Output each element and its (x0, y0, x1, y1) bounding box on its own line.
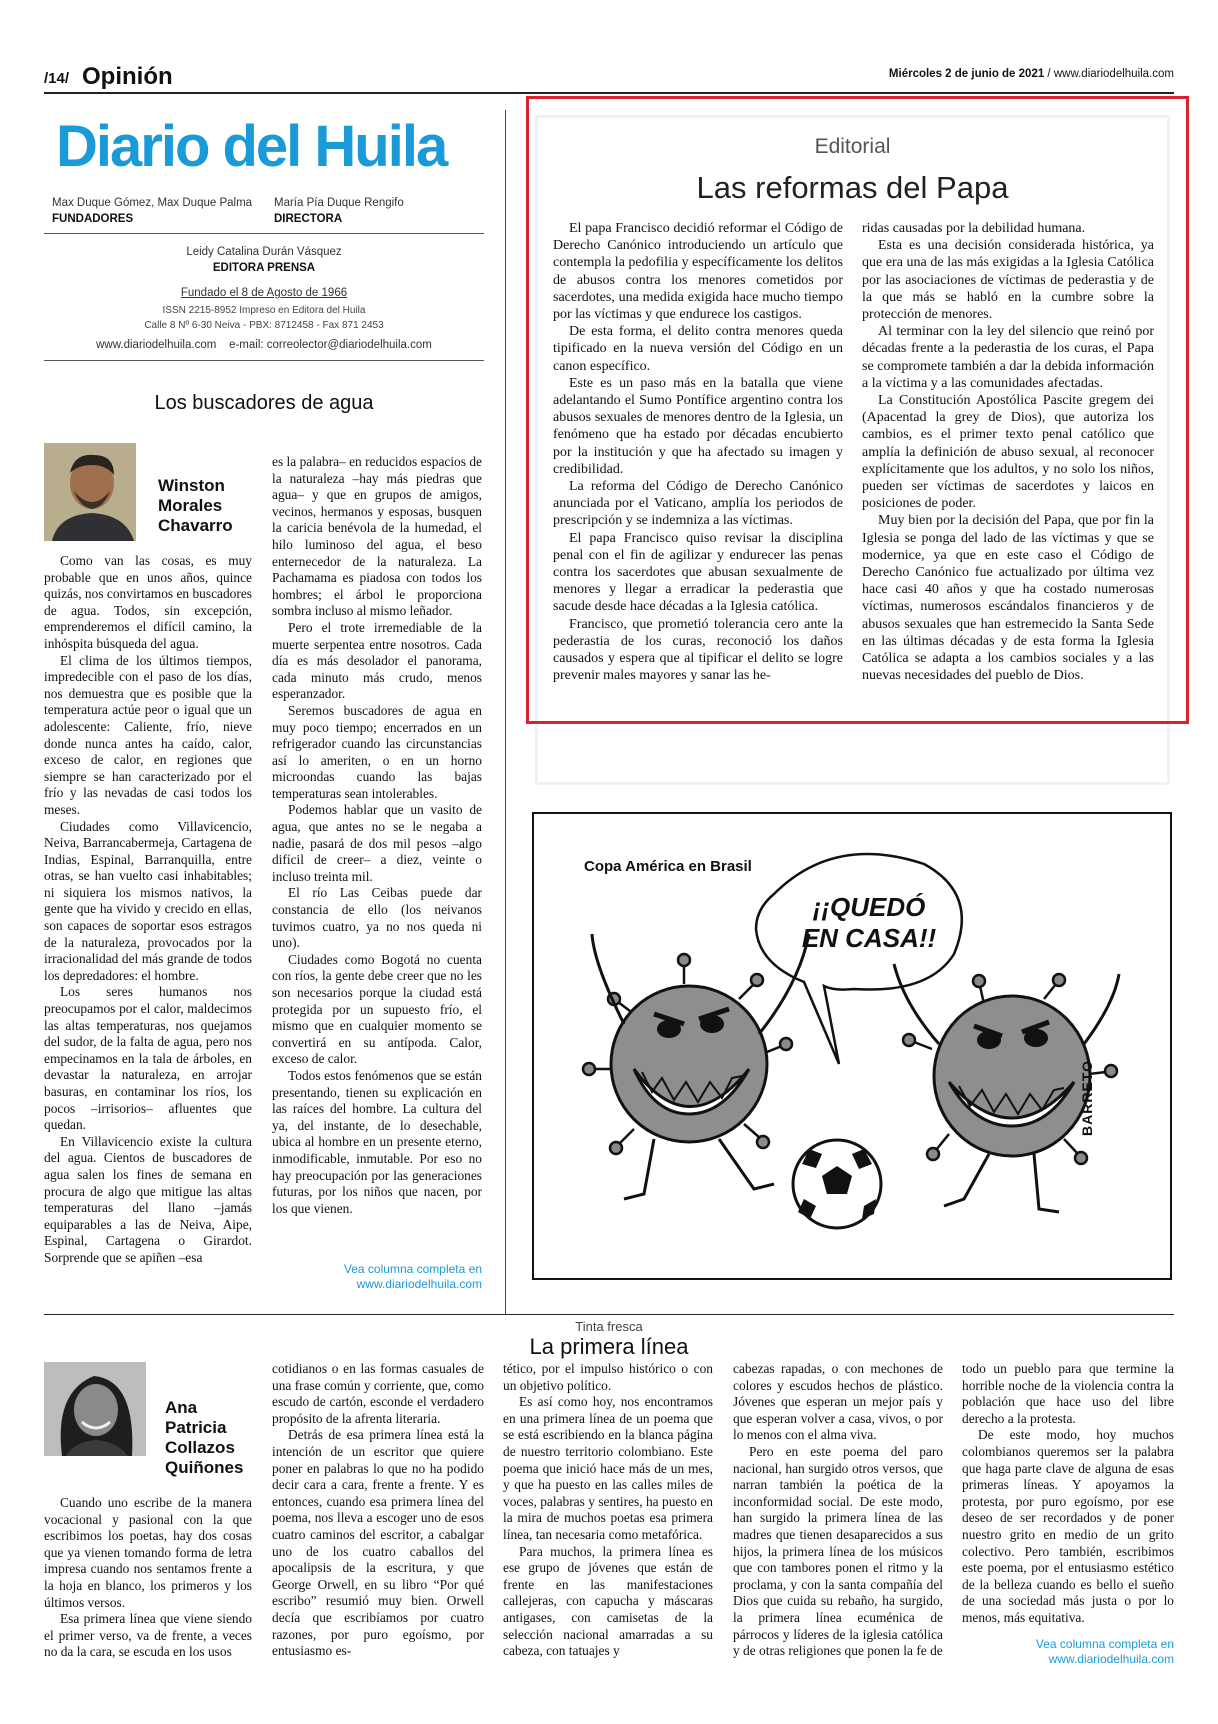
paragraph: todo un pueblo para que termine la horrible noche de la violencia contra la población que hace uso del libre derecho a la protesta. (962, 1361, 1174, 1426)
issn-line: ISSN 2215-8952 Impreso en Editora del Huila (162, 305, 366, 316)
column1-more-link[interactable] (272, 1262, 482, 1292)
paragraph: Para muchos, la primera línea es ese grupo de jóvenes que están de frente en las manifestaciones callejeras, con capucha y máscaras antigases, con camisetas de la selección nacional amarradas a su cabeza, con tatuajes y (503, 1543, 713, 1659)
column2-more-link[interactable] (962, 1637, 1174, 1667)
author-line: Patricia (165, 1418, 227, 1437)
author-line: Morales (158, 496, 223, 515)
page-header (44, 62, 1174, 92)
paragraph: La reforma del Código de Derecho Canónico anunciada por el Vaticano, amplía los periodos de prescripción y se indemniza a las víctimas. (553, 479, 843, 529)
director-role: DIRECTORA (274, 213, 343, 225)
more-link-url[interactable]: www.diariodelhuila.com (1048, 1652, 1174, 1666)
author-line: Chavarro (158, 516, 233, 535)
paragraph: Pero el trote irremediable de la muerte serpentea entre nosotros. Cada día es más desolador el panorama, cada minuto más crudo, menos esperanzador. (272, 619, 482, 702)
masthead-bottom-rule (44, 360, 484, 361)
section-title: Opinión (82, 63, 173, 90)
editor-role: EDITORA PRENSA (212, 262, 316, 274)
header-date-line (889, 68, 1174, 80)
column2-text-a (44, 1495, 252, 1661)
paragraph: Ciudades como Villavicencio, Neiva, Barrancabermeja, Cartagena de Indias, Espinal, Barranquilla, entre otras, se han vuelto casi inhabitables; ni siquiera los mismos nativos, la gente que ha vivido y crecido en ellas, son capaces de soportar esos estragos de la naturaleza, provocados por la irracionalidad del más grande de todos los depredadores: el hombre. (44, 818, 252, 983)
virus-left-icon (583, 934, 809, 1199)
paragraph: Los seres humanos nos preocupamos por el calor, maldecimos las altas temperaturas, nos quejamos del sudor, de la falta de agua, pero nos empecinamos en la tala de árboles, en devastar la naturaleza, en arrojar basuras, en contaminar los ríos, los pocos –irrisorios– afluentes que quedan. (44, 984, 252, 1133)
cartoon-drawing (534, 814, 1170, 1278)
column2-kicker: Tinta fresca (575, 1319, 643, 1334)
header-rule (44, 92, 1174, 94)
paragraph: El papa Francisco quiso revisar la disciplina penal con el fin de agilizar y endurecer las penas contra los sacerdotes que abusan sexualmente de menores y llegar a erradicar la pederastia que sacude desde hace décadas a la Iglesia católica. (553, 530, 843, 615)
speech-line: EN CASA!! (801, 923, 937, 953)
author-name-ana (165, 1398, 243, 1478)
speech-line: ¡¡QUEDÓ (812, 892, 926, 922)
more-link-url[interactable]: www.diariodelhuila.com (356, 1277, 482, 1291)
column2-text-e (962, 1361, 1174, 1627)
paragraph: Esta es una decisión considerada histórica, ya que era una de las más exigidas a la Iglesia Católica por las asociaciones de víctimas de pederastia y de la que más se habló en la cumbre sobre la protección de menores. (862, 238, 1154, 323)
paragraph: Como van las cosas, es muy probable que en unos años, quince quizás, nos convirtamos en buscadores de agua. Todos, sin excepción, emprenderemos el difícil camino, la inhóspita búsqueda del agua. (44, 553, 252, 651)
contact-line[interactable]: www.diariodelhuila.com e-mail: correolector@diariodelhuila.com (96, 339, 432, 351)
column1-text-a (44, 553, 252, 1267)
paragraph: es la palabra– en reducidos espacios de la naturaleza –hay más piedras que agua– y que en grupos de amigos, vecinos, hermanos y esposas, busquen la caricia benévola de la humedad, el hilo luminoso del agua, el beso enternecedor de la naturaleza. La Pachamama es piadosa con todos los hombres; el árbol le proporciona sombra incluso al mismo leñador. (272, 454, 482, 619)
avatar-icon (44, 1362, 146, 1456)
paragraph: El río Las Ceibas puede dar constancia de ello (los neivanos tuvimos cuatro, ya no nos queda ni uno). (272, 885, 482, 951)
column2-text-d (733, 1361, 943, 1660)
paragraph: En Villavicencio existe la cultura del agua. Cientos de buscadores de agua salen los fines de semana en procura de algo que mitigue las altas temperaturas del llano –jamás equiparables a las de Neiva, Aipe, Espinal, Cartagena o Girardot. Sorprende que se apiñen –esa (44, 1133, 252, 1265)
cartoon-caption: Copa América en Brasil (584, 858, 752, 875)
director-name: María Pía Duque Rengifo (274, 197, 404, 209)
author-name-winston (158, 476, 233, 536)
editorial-text-b (862, 220, 1154, 684)
author-line: Quiñones (165, 1458, 244, 1477)
paragraph: cotidianos o en las formas casuales de una frase común y corriente, que, como escudo de cartón, esconde el verdadero propósito de la afrenta literaria. (272, 1361, 484, 1426)
author-line: Collazos (165, 1438, 235, 1457)
paragraph: tético, por el impulso histórico o con un objetivo político. (503, 1361, 713, 1393)
paragraph: La Constitución Apostólica Pascite gregem dei (Apacentad la grey de Dios), que autoriza los cambios, es el primer texto penal católico que amplía la definición de abuso sexual, al reconocer explícitamente que los adultos, y no solo los niños, pueden ser víctimas de sacerdotes y laicos en posiciones de poder. (862, 393, 1154, 512)
paragraph: El papa Francisco decidió reformar el Código de Derecho Canónico introduciendo un artículo que contempla la pedofilia y específicamente los delitos de abusos contra los menores cometidos por sacerdotes, una medida exigida hace mucho tiempo por las víctimas y que endurece los castigos. (553, 221, 844, 323)
more-link-line[interactable]: Vea columna completa en (1035, 1637, 1174, 1651)
paragraph: Esa primera línea que viene siendo el primer verso, va de frente, a veces no da la cara, se escuda en los usos (44, 1611, 252, 1660)
paragraph: Francisco, que prometió tolerancia cero ante la pederastia de los curas, reconoció los daños causados y espera que al tipificar el delito se logre prevenir males mayores y sanar las he- (553, 616, 843, 684)
column1-title: Los buscadores de agua (154, 392, 374, 414)
paragraph: Seremos buscadores de agua en muy poco tiempo; encerrados en un refrigerador cuando las circunstancias así lo ameriten, o en un horno microondas cuando las bajas temperaturas sean intolerables. (272, 702, 482, 801)
paragraph: ridas causadas por la debilidad humana. (862, 221, 1086, 236)
header-date: Miércoles 2 de junio de 2021 (888, 68, 1045, 80)
paragraph: Pero en este poema del paro nacional, han surgido otros versos, que narran también la poética de la inconformidad social. De este modo, han surgido la primera línea de las madres que tienen desaparecidos a sus hijos, la primera línea de los músicos que con tambores ponen el ritmo y la proclama, y con la santa compañía del Dios que cuida su rebaño, ha surgido, la primera línea ecuménica de párrocos y líderes de la iglesia católica y de otras religiones que ponen la fe de (733, 1443, 943, 1659)
author-photo-ana (44, 1362, 146, 1456)
editor-name: Leidy Catalina Durán Vásquez (186, 246, 342, 258)
paragraph: Este es un paso más en la batalla que viene adelantando el Sumo Pontífice argentino contra los abusos sexuales de menores dentro de la Iglesia, un fenómeno que ha estado por décadas encubierto por la institución y que ha afectado su imagen y credibilidad. (553, 375, 843, 477)
paragraph: Al terminar con la ley del silencio que reinó por décadas frente a la pederastia de los curas, el Papa se compromete también a dar la debida información a la víctima y a las comunidades afectadas. (862, 324, 1154, 391)
paragraph: De esta forma, el delito contra menores queda tipificado en la nueva versión del Código en un canon específico. (553, 324, 843, 374)
founders-names: Max Duque Gómez, Max Duque Palma (52, 197, 253, 209)
editorial-text-a (553, 220, 843, 684)
masthead (44, 100, 484, 362)
paragraph: Es así como hoy, nos encontramos en una primera línea de un poema que se está escribiendo en la blanca página de nuestro territorio colombiano. Este poema que inició hace más de un mes, y que ha puesto en las calles miles de voces, palabras y sentires, ha puesto en la mira de muchos poetas esa primera línea, tan necesaria como metafórica. (503, 1394, 713, 1542)
column2-text-b (272, 1361, 484, 1660)
avatar-icon (44, 443, 136, 541)
author-line: Winston (158, 476, 225, 495)
header-website[interactable]: www.diariodelhuila.com (1053, 68, 1174, 80)
paragraph: Cuando uno escribe de la manera vocacional y pasional con la que escribimos los poetas, hay dos cosas que ya vienen tomando forma de letra impresa cuando nos sentamos frente a la hoja en blanco, los primeros y los últimos versos. (44, 1495, 252, 1610)
masthead-divider (44, 233, 484, 234)
paragraph: Detrás de esa primera línea está la intención de un escritor que quiere poner en palabras lo que no ha podido decir cara a cara, frente a frente. Y es entonces, cuando esa primera línea del poema, nos lleva a escoger uno de esos cuatro caminos del escritor, a cabalgar uno de los cuatro caballos del apocalipsis de la escritura, y que George Orwell, en su libro “Por qué escribo” resumió muy bien. Orwell decía que escribíamos por cuatro razones, por puro egoísmo, por entusiasmo es- (272, 1427, 484, 1659)
founders-role: FUNDADORES (52, 213, 134, 225)
column1-text-b (272, 454, 482, 1217)
paragraph: cabezas rapadas, o con mechones de colores y escudos hechos de plástico. Jóvenes que esperan un mejor país y que esperan volver a casa, vivos, o por lo menos con el alma viva. (733, 1361, 943, 1443)
vertical-divider (505, 110, 506, 1315)
header-date-separator: / (1044, 68, 1054, 80)
paragraph: Muy bien por la decisión del Papa, que por fin la Iglesia se ponga del lado de las víctimas y que se modernice, ya que en este caso el Código de Derecho Canónico fue actualizado por última vez hace casi 40 años y que ha costado numerosas víctimas, numerosos escándalos financieros y de abusos sexuales que han estremecido la Santa Sede en las últimas décadas y de esta forma la Iglesia Católica se adapta a los cambios sociales y a las nuevas necesidades del pueblo de Dios. (862, 513, 1154, 684)
paragraph: Ciudades como Bogotá no cuenta con ríos, la gente debe creer que no les son necesarios porque la ciudad está protegida por un supuesto frío, el mismo que en cualquier momento se convertirá en su antípoda. Calor, exceso de calor. (272, 951, 482, 1067)
paragraph: De este modo, hoy muchos colombianos queremos ser la palabra que haga parte clave de alguna de esas primeras líneas. Y apoyamos la protesta, por puro egoísmo, por ese deseo de ser recordados y de poner nuestro grito en medio de un grito colectivo. Pero también, escribimos este poema, por el entusiasmo estético de la belleza cuando es bello el sueño de una sociedad más justa o por lo menos, más equitativa. (962, 1427, 1174, 1625)
cartoon (532, 812, 1172, 1280)
author-photo-winston (44, 443, 136, 541)
cartoon-signature: BARRETO (1079, 1060, 1095, 1136)
bottom-section-rule (44, 1314, 1174, 1315)
page-number: /14/ (44, 70, 70, 87)
editorial-title: Las reformas del Papa (696, 170, 1009, 205)
paragraph: El clima de los últimos tiempos, impredecible con el paso de los días, nos demuestra que es posible que la temperatura actúe peor o igual que un adolescente: Caliente, frío, nieve donde nunca antes ha caído, calor, exceso de calor, en regiones que siempre se han caracterizado por el frío y las nevadas de casi todos los meses. (44, 652, 252, 817)
address-line: Calle 8 Nº 6-30 Neiva - PBX: 8712458 - Fax 871 2453 (144, 320, 384, 331)
masthead-logo: Diario del Huila (56, 114, 447, 179)
column2-title: La primera línea (529, 1334, 689, 1359)
soccer-ball-icon (793, 1140, 881, 1228)
paragraph: Podemos hablar que un vasito de agua, que antes no se le negaba a nadie, pasará de dos mil pesos –algo difícil de creer– a diez, veinte o incluso treinta mil. (272, 802, 482, 884)
editorial-kicker: Editorial (814, 135, 891, 158)
founded-line: Fundado el 8 de Agosto de 1966 (180, 287, 348, 299)
speech-text (784, 892, 954, 954)
paragraph: Todos estos fenómenos que se están presentando, tienen su explicación en las raíces del hombre. La cultura del ya, del instante, de lo desechable, ubica al hombre en un presente eterno, inmodificable, inmutable. Por eso no hay preocupación por las generaciones futuras, por los niños que nacen, por los que vienen. (272, 1067, 482, 1216)
more-link-line[interactable]: Vea columna completa en (343, 1262, 482, 1276)
author-line: Ana (165, 1398, 198, 1417)
column2-text-c (503, 1361, 713, 1660)
